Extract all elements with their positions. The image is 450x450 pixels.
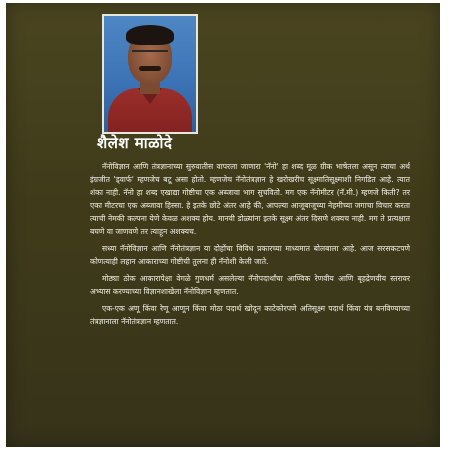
blurb-paragraph-1: नॅनोविज्ञान आणि तंत्रज्ञानाच्या सुरुवातीस वापरला जाणारा 'नॅनो' हा शब्द मूळ ग्रीक भाषेतला असून त्याचा अर्थ इंग्रजीत 'ड्वार्फ' म्हणजेच बटू असा होतो. म्हणजेच नॅनोतंत्रज्ञान हे खरोखरीच सूक्ष्मातिसूक्ष्माशी निगडित आहे. त्यात शंका नाही. नॅनो हा शब्द एखाद्या गोष्टीचा एक अब्जावा भाग सुचवितो. मग एक नॅनोमीटर (नॅ.मी.) म्हणजे किती? तर एका मीटरचा एक अब्जावा हिस्सा. हे इतके छोटे अंतर आहे की, आपल्या आजूबाजूच्या नेहमीच्या जगाचा विचार करता त्याची नेमकी कल्पना येणे केवळ अशक्य होय. मानवी डोळ्यांना इतके सूक्ष्म अंतर दिसणे शक्यच नाही. मग ते प्रत्यक्षात बघणे वा जाणवणे तर त्याहून अशक्यच. bbox=[90, 162, 410, 236]
blurb-text bbox=[90, 160, 410, 332]
author-name: शैलेश माळोदे bbox=[97, 134, 173, 152]
blurb-paragraph-2: सध्या नॅनोविज्ञान आणि नॅनोतंत्रज्ञान या दोहोंचा विविध प्रकारच्या माध्यमात बोलबाला आहे. आज सरसकटपणे कोणत्याही लहान आकाराच्या गोष्टीची तुलना ही नॅनोशी केली जाते. bbox=[90, 244, 410, 266]
book-back-cover bbox=[6, 3, 440, 447]
blurb-paragraph-4: एक-एक अणू किंवा रेणू आणून किंवा मोठा पदार्थ खोदून काटेकोरपणे अतिसूक्ष्म पदार्थ किंवा यंत्र बनविण्याच्या तंत्रज्ञानाला नॅनोतंत्रज्ञान म्हणतात. bbox=[90, 304, 410, 326]
author-photo bbox=[102, 14, 198, 134]
blurb-paragraph-3: मोठ्या ठोक आकारापेक्षा वेगळे गुणधर्म असलेल्या नॅनोपदार्थांचा आण्विक रेणवीय आणि बृहद्रेणवीय स्तरावर अभ्यास करण्याच्या विज्ञानशाखेला नॅनोविज्ञान म्हणतात. bbox=[90, 274, 410, 296]
